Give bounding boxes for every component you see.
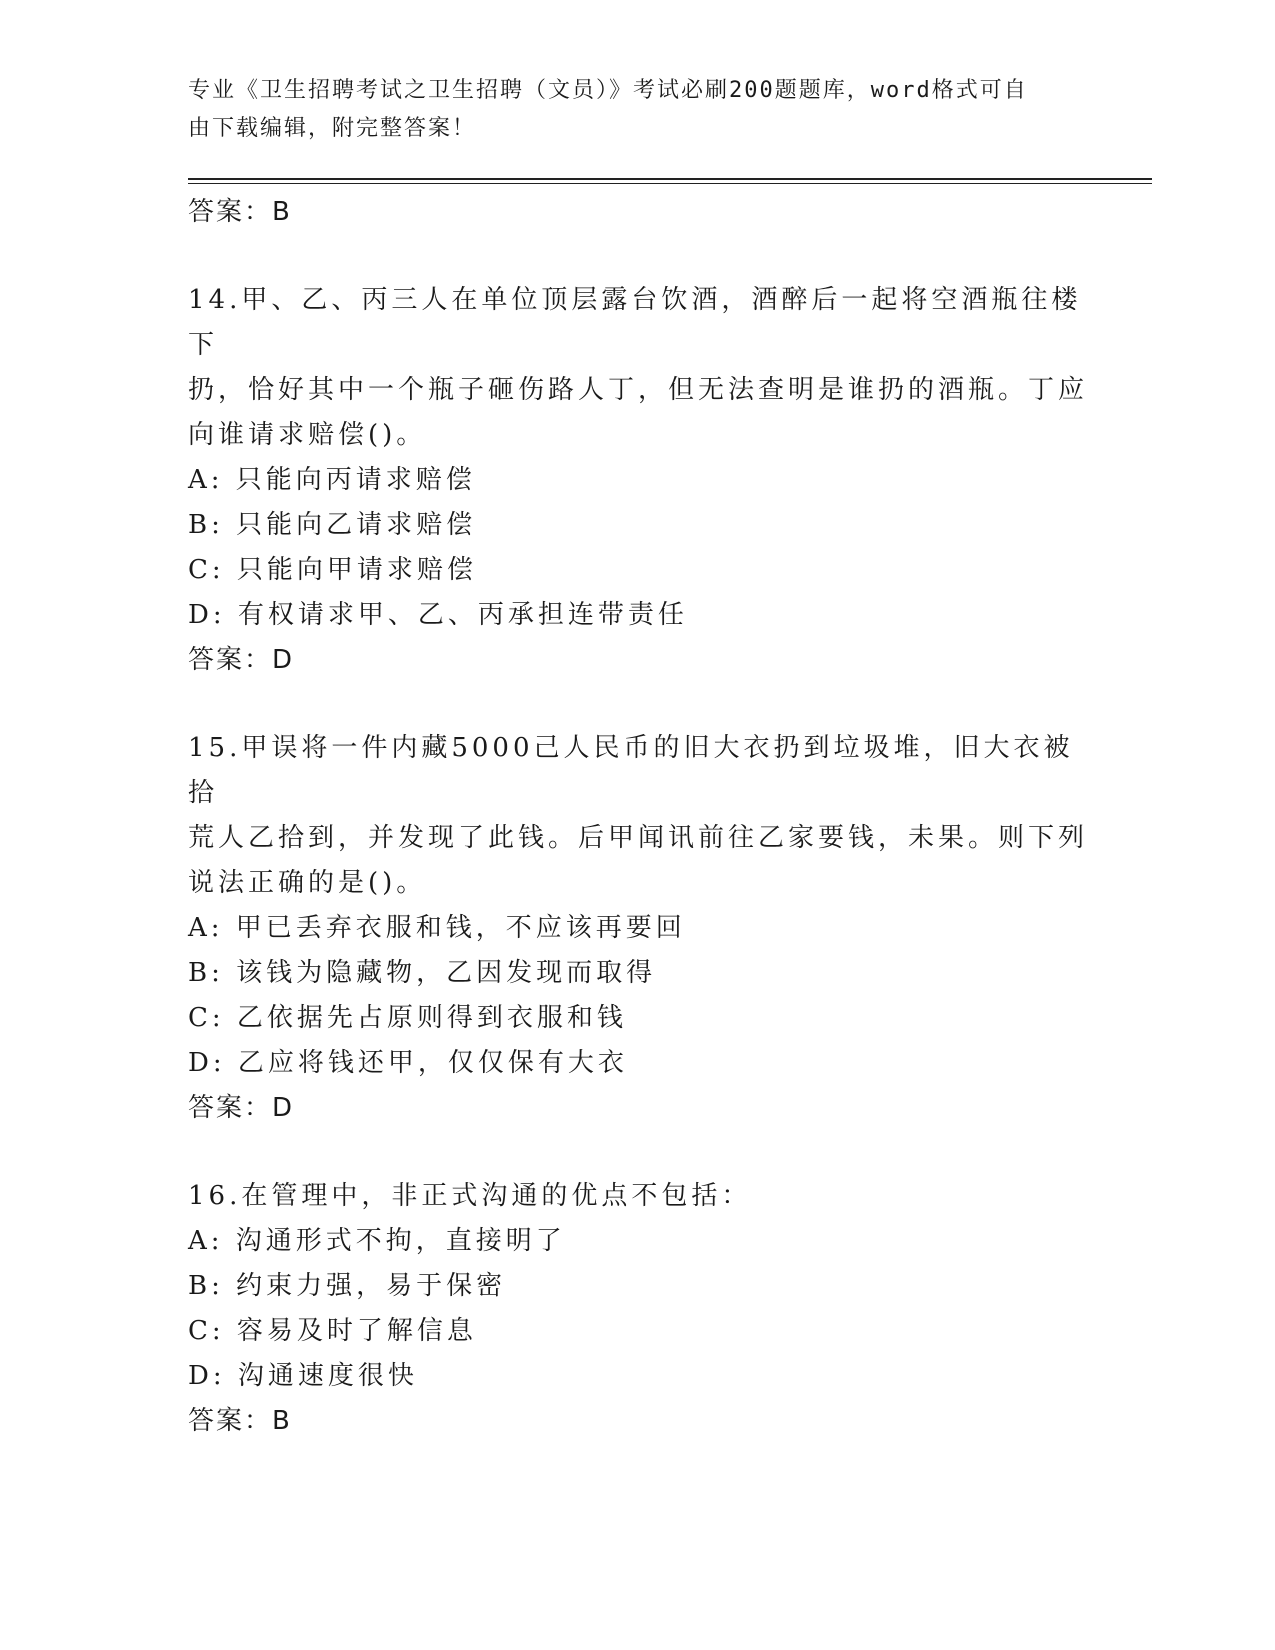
question-text (188, 278, 1088, 458)
answer-line: 答案：B (188, 197, 292, 227)
question-14 (188, 278, 1088, 682)
question-line: 14.甲、乙、丙三人在单位顶层露台饮酒，酒醉后一起将空酒瓶往楼下 (188, 285, 1082, 360)
question-text (188, 726, 1088, 906)
option-c: C: 乙依据先占原则得到衣服和钱 (188, 1003, 627, 1033)
header-rule-thick (188, 178, 1152, 180)
header-line-2: 由下载编辑，附完整答案！ (188, 116, 477, 141)
option-a: A: 沟通形式不拘，直接明了 (188, 1226, 566, 1256)
answer-line: 答案：D (188, 645, 295, 675)
option-a: A: 只能向丙请求赔偿 (188, 465, 476, 495)
question-line: 说法正确的是()。 (188, 868, 427, 898)
option-c: C: 只能向甲请求赔偿 (188, 555, 477, 585)
question-line: 荒人乙拾到，并发现了此钱。后甲闻讯前往乙家要钱，未果。则下列 (188, 823, 1089, 853)
option-d: D: 乙应将钱还甲，仅仅保有大衣 (188, 1048, 628, 1078)
question-list (188, 190, 1088, 1443)
question-16 (188, 1174, 1088, 1443)
answer-line: 答案：D (188, 1093, 295, 1123)
question-15 (188, 726, 1088, 1130)
header-line-1: 专业《卫生招聘考试之卫生招聘（文员）》考试必刷200题题库，word格式可自 (188, 78, 1028, 103)
question-line: 扔，恰好其中一个瓶子砸伤路人丁，但无法查明是谁扔的酒瓶。丁应 (188, 375, 1089, 405)
option-d: D: 有权请求甲、乙、丙承担连带责任 (188, 600, 688, 630)
question-line: 16.在管理中，非正式沟通的优点不包括： (188, 1181, 752, 1211)
question-text (188, 1174, 1088, 1219)
question-line: 15.甲误将一件内藏5000己人民币的旧大衣扔到垃圾堆，旧大衣被拾 (188, 733, 1074, 808)
question-line: 向谁请求赔偿()。 (188, 420, 427, 450)
option-c: C: 容易及时了解信息 (188, 1316, 477, 1346)
answer-line: 答案：B (188, 1406, 292, 1436)
option-b: B: 该钱为隐藏物，乙因发现而取得 (188, 958, 657, 988)
document-header (188, 72, 1068, 148)
header-rule-thin (188, 183, 1152, 184)
option-a: A: 甲已丢弃衣服和钱，不应该再要回 (188, 913, 686, 943)
option-b: B: 约束力强，易于保密 (188, 1271, 507, 1301)
option-b: B: 只能向乙请求赔偿 (188, 510, 477, 540)
option-d: D: 沟通速度很快 (188, 1361, 418, 1391)
